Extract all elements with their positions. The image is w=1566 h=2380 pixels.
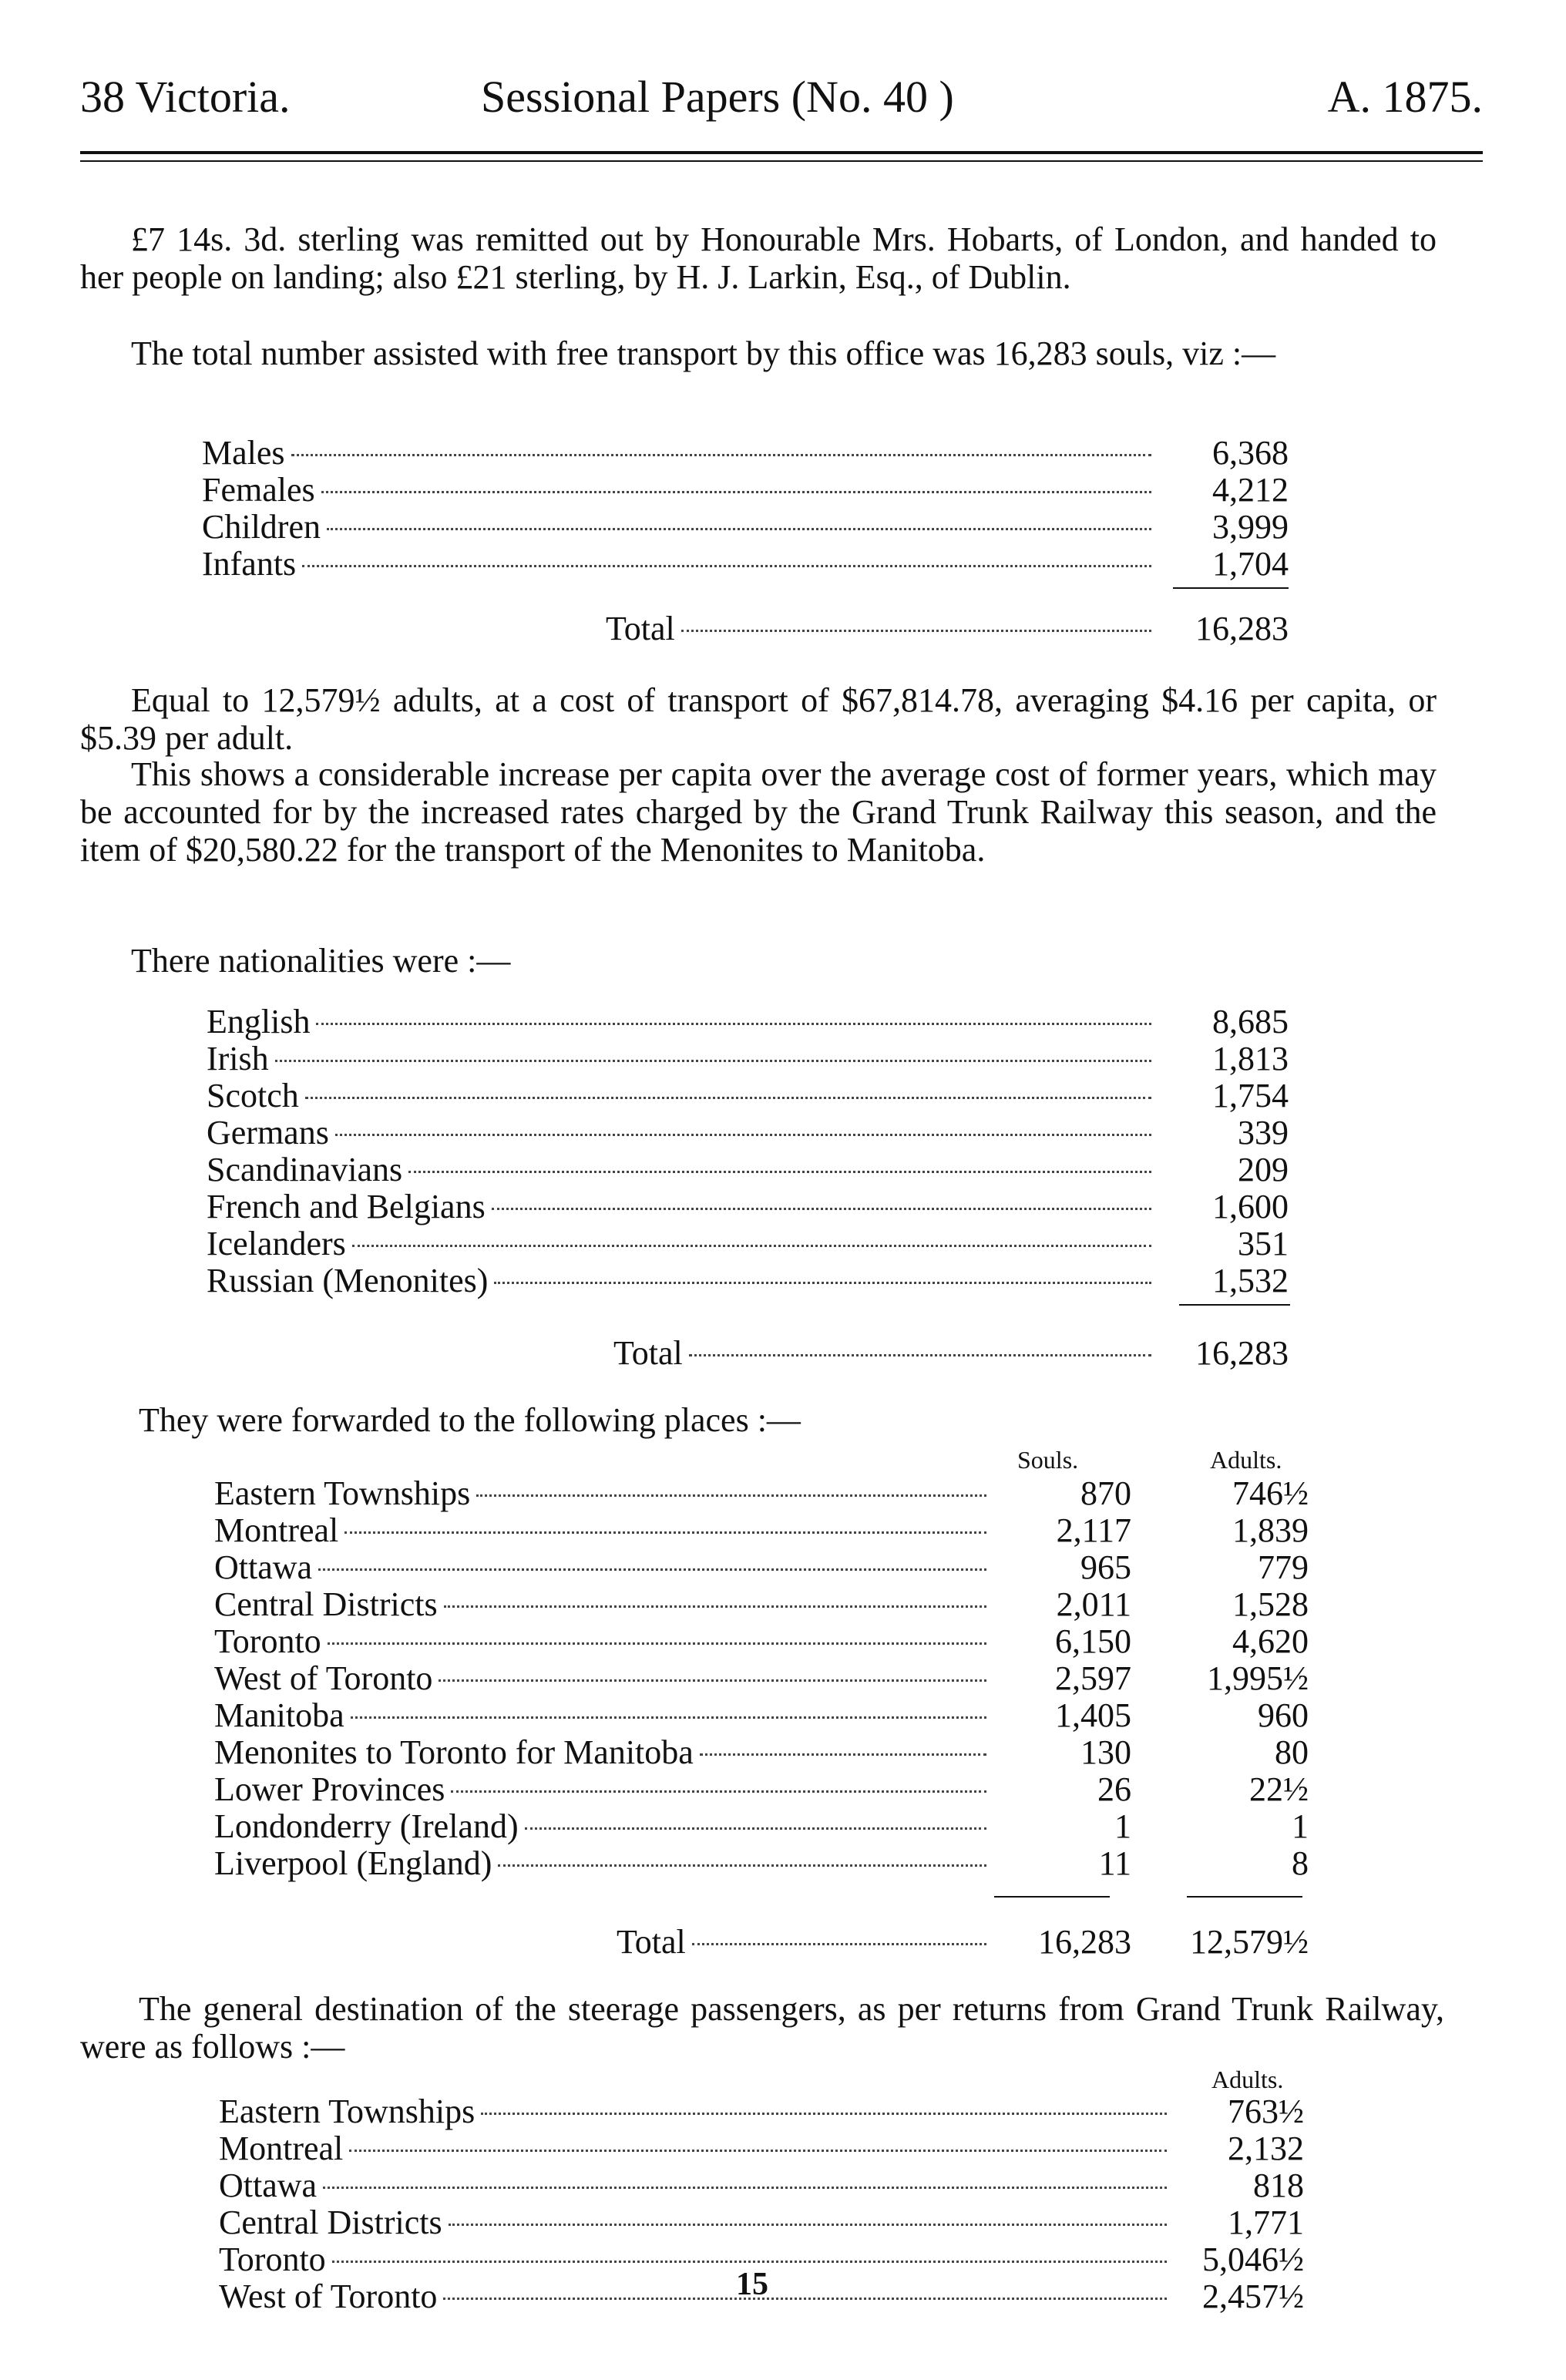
row-value: 763½ <box>1228 2093 1304 2130</box>
row-label: Montreal <box>214 1511 339 1549</box>
paragraph-total-assisted: The total number assisted with free transport by this office was 16,283 souls, viz :— <box>131 334 1276 372</box>
row-label: Eastern Townships <box>214 1474 471 1512</box>
row-souls: 870 <box>1080 1474 1131 1512</box>
row-label: Central Districts <box>219 2204 442 2241</box>
row-label: West of Toronto <box>214 1659 433 1697</box>
dot-leader <box>327 528 1151 530</box>
row-adults: 960 <box>1258 1696 1309 1734</box>
list-item <box>214 1548 1309 1585</box>
row-souls: 1,405 <box>1055 1696 1131 1734</box>
header-rule-thick <box>80 151 1483 154</box>
paragraph-increase: This shows a considerable increase per capita over the average cost of former years, which may be accounted for by the increased rates charged by the Grand Trunk Railway this season, and the item of $20,580.22 for the transport of the Menonites to Manitoba. <box>80 755 1437 869</box>
dot-leader <box>449 2224 1167 2226</box>
dot-leader <box>291 454 1151 456</box>
row-souls: 11 <box>1098 1844 1131 1882</box>
row-souls: 2,011 <box>1056 1585 1131 1623</box>
row-label: English <box>207 1003 311 1040</box>
row-souls: 26 <box>1097 1770 1131 1808</box>
row-label: Scotch <box>207 1077 299 1114</box>
row-value: 2,457½ <box>1202 2277 1304 2315</box>
dot-leader <box>332 2261 1167 2263</box>
row-souls: 2,117 <box>1056 1511 1131 1549</box>
dot-leader <box>451 1790 986 1793</box>
list-item <box>207 1224 1289 1261</box>
dot-leader <box>344 1531 986 1534</box>
dot-leader <box>525 1827 986 1830</box>
dot-leader <box>352 1245 1151 1247</box>
dot-leader <box>316 1023 1151 1025</box>
row-souls: 965 <box>1080 1548 1131 1586</box>
page-number: 15 <box>736 2267 768 2302</box>
row-label: Toronto <box>219 2240 326 2278</box>
paragraph-cost: Equal to 12,579½ adults, at a cost of transport of $67,814.78, averaging $4.16 per capita, or $5.39 per adult. <box>80 681 1437 757</box>
dot-leader <box>494 1282 1151 1284</box>
dot-leader <box>408 1171 1151 1173</box>
header-rule-thin <box>80 160 1483 162</box>
row-value: 1,532 <box>1212 1262 1289 1299</box>
column-header-adults: Adults. <box>1211 2066 1284 2093</box>
row-label: Liverpool (England) <box>214 1844 492 1882</box>
list-item <box>207 1076 1289 1113</box>
dot-leader <box>476 1494 986 1497</box>
dot-leader <box>443 2298 1167 2300</box>
nationalities-total <box>613 1333 1289 1370</box>
row-adults: 779 <box>1258 1548 1309 1586</box>
row-label: Ottawa <box>219 2167 318 2204</box>
row-label: Ottawa <box>214 1548 313 1586</box>
dot-leader <box>302 565 1151 567</box>
dot-leader <box>321 491 1151 493</box>
column-header-adults: Adults. <box>1210 1446 1282 1474</box>
row-value: 351 <box>1238 1225 1289 1262</box>
row-souls: 2,597 <box>1055 1659 1131 1697</box>
row-label: Londonderry (Ireland) <box>214 1807 519 1845</box>
dot-leader <box>305 1097 1151 1099</box>
list-item <box>207 1113 1289 1150</box>
list-item <box>214 1659 1309 1696</box>
places-list <box>214 1474 1309 1881</box>
total-souls: 16,283 <box>1038 1923 1131 1961</box>
list-item <box>202 544 1289 581</box>
dot-leader <box>335 1134 1151 1136</box>
list-item <box>207 1002 1289 1039</box>
list-item <box>214 1474 1309 1511</box>
list-item <box>207 1150 1289 1187</box>
list-item <box>219 2092 1304 2129</box>
dot-leader <box>328 1642 986 1645</box>
row-label: Eastern Townships <box>219 2093 476 2130</box>
dot-leader <box>351 1716 986 1719</box>
row-label: Manitoba <box>214 1696 344 1734</box>
dot-leader <box>681 630 1151 632</box>
row-label: Irish <box>207 1040 269 1077</box>
dot-leader <box>692 1943 986 1945</box>
total-row <box>613 1333 1289 1370</box>
total-label: Total <box>613 1334 683 1372</box>
row-value: 1,600 <box>1212 1188 1289 1225</box>
column-header-souls: Souls. <box>1017 1446 1079 1474</box>
row-value: 1,704 <box>1212 545 1289 583</box>
total-row <box>606 609 1289 646</box>
assisted-list <box>202 433 1289 581</box>
list-item <box>219 2166 1304 2203</box>
list-item <box>202 507 1289 544</box>
total-rule-adults <box>1187 1896 1302 1898</box>
dot-leader <box>689 1354 1151 1356</box>
row-adults: 1,528 <box>1232 1585 1309 1623</box>
row-value: 818 <box>1253 2167 1304 2204</box>
list-item <box>214 1770 1309 1807</box>
dot-leader <box>349 2150 1167 2152</box>
dot-leader <box>323 2187 1167 2189</box>
list-item <box>214 1844 1309 1881</box>
row-souls: 6,150 <box>1055 1622 1131 1660</box>
total-rule-souls <box>994 1896 1110 1898</box>
list-item <box>214 1622 1309 1659</box>
list-item <box>214 1733 1309 1770</box>
list-item <box>207 1187 1289 1224</box>
dot-leader <box>700 1753 986 1756</box>
row-value: 4,212 <box>1212 471 1289 509</box>
row-label: West of Toronto <box>219 2277 438 2315</box>
row-label: Scandinavians <box>207 1151 403 1188</box>
total-label: Total <box>606 610 675 647</box>
row-value: 2,132 <box>1228 2130 1304 2167</box>
header-volume: 38 Victoria. <box>80 72 291 122</box>
dot-leader <box>444 1605 986 1608</box>
row-label: Infants <box>202 545 297 583</box>
list-item <box>214 1696 1309 1733</box>
total-rule <box>1179 1304 1290 1306</box>
row-adults: 1,995½ <box>1207 1659 1309 1697</box>
places-total <box>617 1922 1309 1959</box>
paragraph-nationalities: There nationalities were :— <box>131 942 511 980</box>
row-adults: 80 <box>1275 1733 1309 1771</box>
row-adults: 1 <box>1292 1807 1309 1845</box>
row-souls: 1 <box>1114 1807 1131 1845</box>
row-value: 1,813 <box>1212 1040 1289 1077</box>
row-label: Children <box>202 508 321 546</box>
row-label: Females <box>202 471 315 509</box>
row-label: Lower Provinces <box>214 1770 445 1808</box>
paragraph-remittance: £7 14s. 3d. sterling was remitted out by Honourable Mrs. Hobarts, of London, and handed to her people on landing; also £21 sterling, by H. J. Larkin, Esq., of Dublin. <box>80 220 1437 296</box>
assisted-total <box>606 609 1289 646</box>
row-value: 1,754 <box>1212 1077 1289 1114</box>
list-item <box>214 1511 1309 1548</box>
row-value: 3,999 <box>1212 508 1289 546</box>
row-adults: 746½ <box>1232 1474 1309 1512</box>
row-label: Central Districts <box>214 1585 438 1623</box>
list-item <box>214 1807 1309 1844</box>
list-item <box>202 433 1289 470</box>
row-value: 1,771 <box>1228 2204 1304 2241</box>
total-value: 16,283 <box>1195 610 1289 647</box>
header-year: A. 1875. <box>1327 72 1483 122</box>
running-header <box>80 71 1483 133</box>
row-label: Russian (Menonites) <box>207 1262 489 1299</box>
row-value: 339 <box>1238 1114 1289 1151</box>
total-rule <box>1173 587 1289 589</box>
paragraph-destination: The general destination of the steerage passengers, as per returns from Grand Trunk Railway, were as follows :— <box>80 1990 1444 2066</box>
row-label: French and Belgians <box>207 1188 486 1225</box>
row-value: 6,368 <box>1212 434 1289 472</box>
list-item <box>207 1039 1289 1076</box>
dot-leader <box>481 2113 1167 2115</box>
row-label: Males <box>202 434 285 472</box>
list-item <box>219 2129 1304 2166</box>
dot-leader <box>498 1864 986 1867</box>
header-title: Sessional Papers (No. 40 ) <box>481 72 954 122</box>
row-label: Icelanders <box>207 1225 346 1262</box>
list-item <box>202 470 1289 507</box>
dot-leader <box>275 1060 1151 1062</box>
dot-leader <box>492 1208 1151 1210</box>
row-value: 209 <box>1238 1151 1289 1188</box>
row-adults: 22½ <box>1249 1770 1309 1808</box>
list-item <box>219 2203 1304 2240</box>
row-value: 8,685 <box>1212 1003 1289 1040</box>
list-item <box>207 1261 1289 1298</box>
row-label: Montreal <box>219 2130 344 2167</box>
total-adults: 12,579½ <box>1190 1923 1309 1961</box>
dot-leader <box>318 1568 986 1571</box>
list-item <box>214 1585 1309 1622</box>
row-label: Menonites to Toronto for Manitoba <box>214 1733 694 1771</box>
paragraph-places: They were forwarded to the following places :— <box>139 1401 801 1439</box>
row-adults: 4,620 <box>1232 1622 1309 1660</box>
row-value: 5,046½ <box>1202 2240 1304 2278</box>
total-label: Total <box>617 1923 686 1961</box>
row-souls: 130 <box>1080 1733 1131 1771</box>
row-adults: 1,839 <box>1232 1511 1309 1549</box>
row-label: Toronto <box>214 1622 321 1660</box>
total-value: 16,283 <box>1195 1334 1289 1372</box>
nationalities-list <box>207 1002 1289 1298</box>
total-row <box>617 1922 1309 1959</box>
row-adults: 8 <box>1292 1844 1309 1882</box>
dot-leader <box>439 1679 986 1682</box>
row-label: Germans <box>207 1114 329 1151</box>
